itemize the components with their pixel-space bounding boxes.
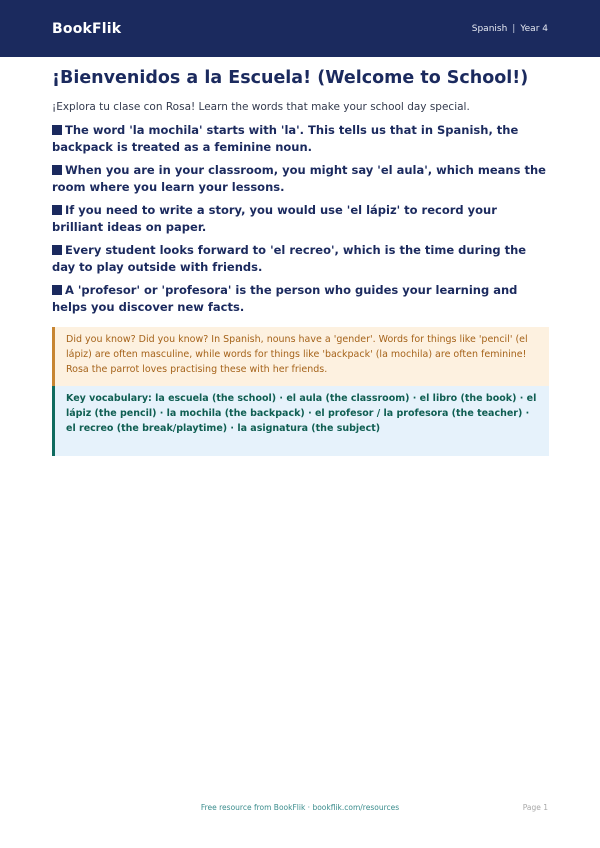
fact-item <box>52 202 549 236</box>
square-bullet-icon <box>52 125 62 135</box>
fact-list <box>52 122 549 316</box>
footer-source-link[interactable]: Free resource from BookFlik · bookflik.com/resources <box>200 803 400 812</box>
year-label: Year 4 <box>520 23 548 34</box>
fact-item <box>52 242 549 276</box>
fact-text: When you are in your classroom, you might say 'el aula', which means the room where you learn your lessons. <box>52 163 546 194</box>
did-you-know-callout <box>52 327 549 386</box>
subject-label: Spanish <box>471 23 508 34</box>
header-bar <box>0 0 600 57</box>
brand-logo-text[interactable]: BookFlik <box>52 20 122 37</box>
square-bullet-icon <box>52 165 62 175</box>
fact-text: If you need to write a story, you would use 'el lápiz' to record your brilliant ideas on paper. <box>52 203 497 234</box>
main-content <box>52 66 549 456</box>
square-bullet-icon <box>52 205 62 215</box>
intro-text: ¡Explora tu clase con Rosa! Learn the words that make your school day special. <box>52 101 470 113</box>
square-bullet-icon <box>52 245 62 255</box>
meta-separator: | <box>512 23 516 34</box>
vocab-text: Key vocabulary: la escuela (the school) · el aula (the classroom) · el libro (the book) · el lápiz (the pencil) · la mochila (the backpack) · el profesor / la profesora (the teacher) · el recreo (the break/playtime) · la asignatura (the subject) <box>66 393 537 434</box>
callout-text: Did you know? Did you know? In Spanish, nouns have a 'gender'. Words for things like 'pencil' (el lápiz) are often masculine, while words for things like 'backpack' (la mochila) are often feminine! Rosa the parrot loves practising these with her friends. <box>66 334 528 375</box>
square-bullet-icon <box>52 285 62 295</box>
fact-text: The word 'la mochila' starts with 'la'. This tells us that in Spanish, the backpack is treated as a feminine noun. <box>52 123 519 154</box>
page-title: ¡Bienvenidos a la Escuela! (Welcome to School!) <box>52 68 529 88</box>
fact-item <box>52 162 549 196</box>
fact-item <box>52 122 549 156</box>
fact-text: Every student looks forward to 'el recreo', which is the time during the day to play outside with friends. <box>52 243 527 274</box>
fact-text: A 'profesor' or 'profesora' is the person who guides your learning and helps you discover new facts. <box>52 283 518 314</box>
key-vocabulary-box <box>52 386 549 456</box>
header-meta <box>472 24 548 34</box>
page-number: Page 1 <box>522 803 548 812</box>
fact-item <box>52 282 549 316</box>
